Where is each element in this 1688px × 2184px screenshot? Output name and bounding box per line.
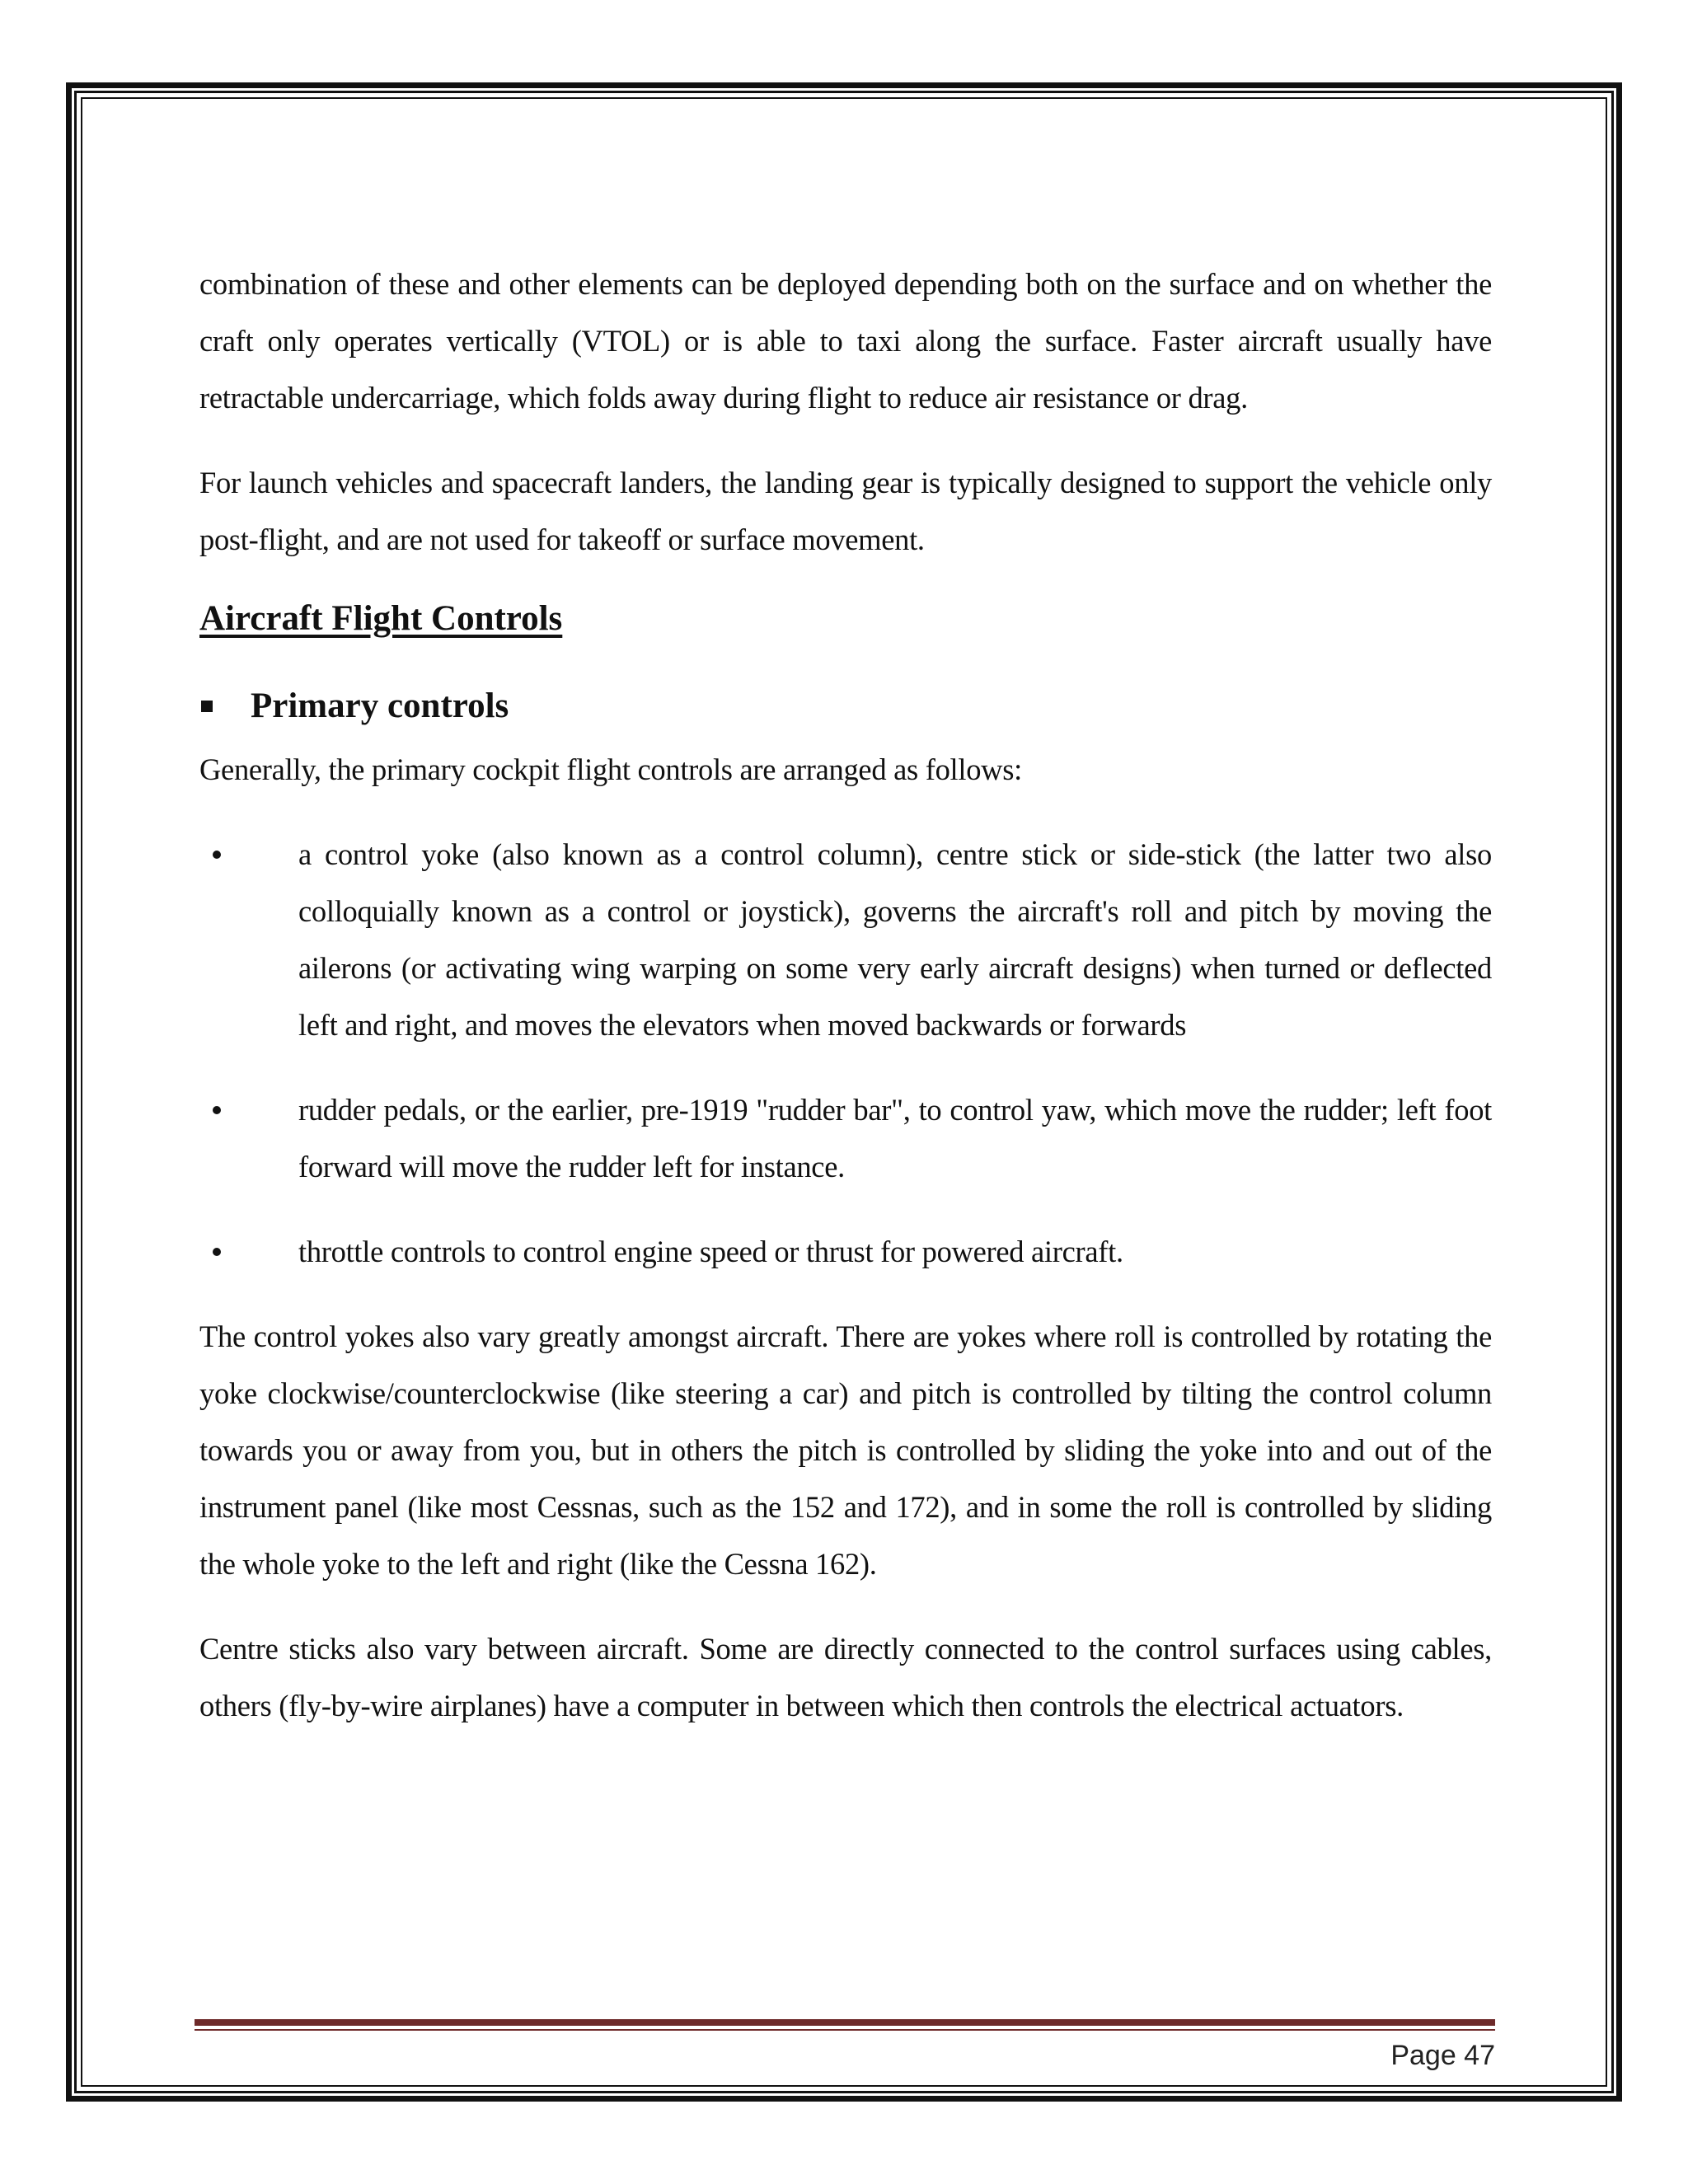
list-item-text: a control yoke (also known as a control column), centre stick or side-stick (the latter two also colloquially known as a control or joystick), governs the aircraft's roll and pitch by moving the ailerons (or activating wing warping on some very early aircraft designs) when turned or deflected left and right, and moves the elevators when moved backwards or forwards — [298, 837, 1492, 1042]
section-title: Aircraft Flight Controls — [199, 599, 563, 638]
bullet-dot-icon — [213, 1106, 221, 1114]
list-item — [199, 1081, 1492, 1195]
subsection-header — [199, 682, 1492, 731]
list-item — [199, 1223, 1492, 1280]
list-item-text: throttle controls to control engine speed or thrust for powered aircraft. — [298, 1235, 1123, 1268]
paragraph-centre-sticks: Centre sticks also vary between aircraft. Some are directly connected to the control surfaces using cables, others (fly-by-wire airplanes) have a computer in between which then controls the electrical actuators. — [199, 1632, 1492, 1722]
controls-list — [199, 826, 1492, 1280]
list-item-text: rudder pedals, or the earlier, pre-1919 "rudder bar", to control yaw, which move the rudder; left foot forward will move the rudder left for instance. — [298, 1093, 1492, 1183]
footer-rule — [195, 2019, 1495, 2026]
subsection-title: Primary controls — [251, 687, 509, 725]
paragraph-launch-vehicles: For launch vehicles and spacecraft landers, the landing gear is typically designed to support the vehicle only post-flight, and are not used for takeoff or surface movement. — [199, 466, 1492, 556]
bullet-dot-icon — [213, 851, 221, 859]
footer-rule-thin — [195, 2029, 1495, 2031]
list-item — [199, 826, 1492, 1053]
square-bullet-icon — [201, 701, 213, 712]
paragraph-landing-gear: combination of these and other elements can be deployed depending both on the surface and on whether the craft only operates vertically (VTOL) or is able to taxi along the surface. Faster aircraft usually have retractable undercarriage, which folds away during flight to reduce air resistance or drag. — [199, 267, 1492, 415]
paragraph-control-yokes: The control yokes also vary greatly amongst aircraft. There are yokes where roll is controlled by rotating the yoke clockwise/counterclockwise (like steering a car) and pitch is controlled by tilting the control column towards you or away from you, but in others the pitch is controlled by sliding the yoke into and out of the instrument panel (like most Cessnas, such as the 152 and 172), and in some the roll is controlled by sliding the whole yoke to the left and right (like the Cessna 162). — [199, 1319, 1492, 1581]
bullet-dot-icon — [213, 1248, 221, 1256]
paragraph-intro: Generally, the primary cockpit flight controls are arranged as follows: — [199, 752, 1022, 786]
page-content — [199, 255, 1492, 1762]
page-number: Page 47 — [1390, 2040, 1495, 2071]
